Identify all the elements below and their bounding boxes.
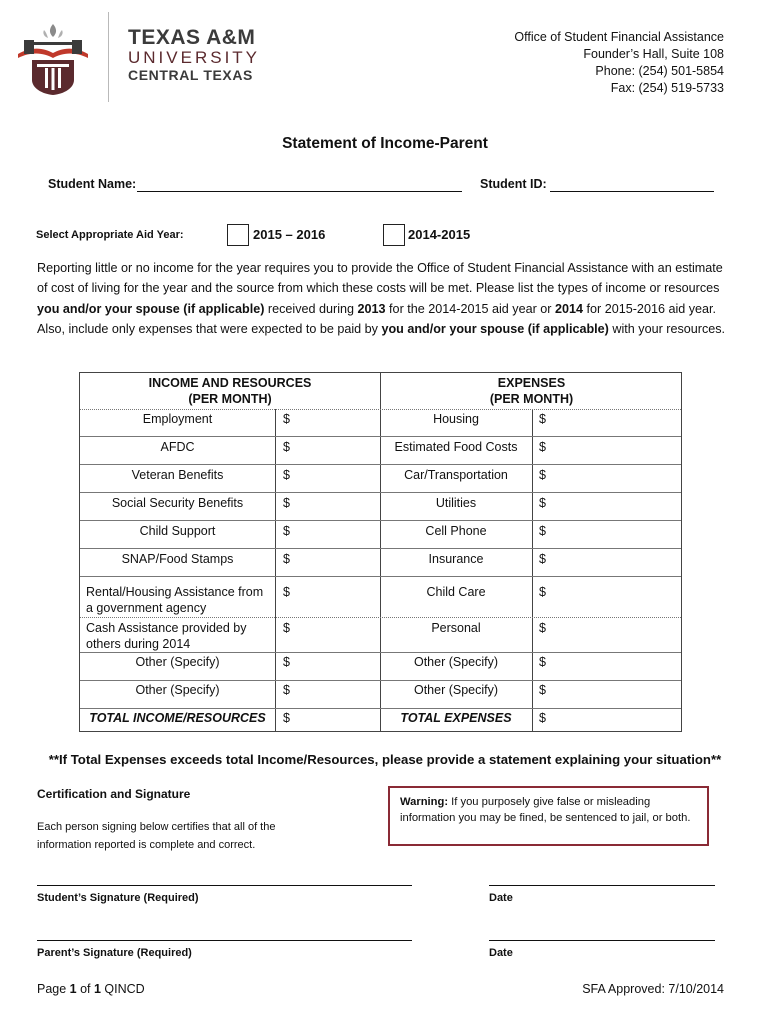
income-social-security-amount[interactable]: $ <box>283 496 290 510</box>
table-rule <box>80 548 681 549</box>
income-afdc-amount[interactable]: $ <box>283 440 290 454</box>
income-snap-label: SNAP/Food Stamps <box>121 552 234 566</box>
table-rule <box>80 617 681 618</box>
aid-year-2015-2016-checkbox[interactable] <box>227 224 249 246</box>
income-rental-amount[interactable]: $ <box>283 585 290 599</box>
income-employment-label: Employment <box>142 412 213 426</box>
expense-header: EXPENSES (PER MONTH) <box>489 376 574 406</box>
office-name: Office of Student Financial Assistance <box>514 30 724 44</box>
income-afdc-label: AFDC <box>160 440 195 454</box>
certification-heading: Certification and Signature <box>37 787 191 801</box>
income-veteran-label: Veteran Benefits <box>131 468 224 482</box>
income-other-1-amount[interactable]: $ <box>283 655 290 669</box>
income-snap-amount[interactable]: $ <box>283 552 290 566</box>
total-expenses-label: TOTAL EXPENSES <box>400 711 512 725</box>
expense-food-label: Estimated Food Costs <box>394 440 518 454</box>
aid-year-2014-2015-label: 2014-2015 <box>408 227 471 242</box>
total-expenses-amount[interactable]: $ <box>539 711 546 725</box>
income-cash-assistance-amount[interactable]: $ <box>283 621 290 635</box>
office-phone: Phone: (254) 501-5854 <box>595 64 724 78</box>
warning-box <box>388 786 709 846</box>
parent-date-label: Date <box>489 947 513 959</box>
expense-cell-phone-amount[interactable]: $ <box>539 524 546 538</box>
expense-personal-label: Personal <box>431 621 481 635</box>
logo-text-university: UNIVERSITY <box>128 48 261 67</box>
office-fax: Fax: (254) 519-5733 <box>610 81 724 95</box>
expense-child-care-amount[interactable]: $ <box>539 585 546 599</box>
approval-date: SFA Approved: 7/10/2014 <box>582 982 724 996</box>
table-rule <box>80 520 681 521</box>
table-rule <box>80 680 681 681</box>
student-signature-line[interactable] <box>37 885 412 886</box>
income-employment-amount[interactable]: $ <box>283 412 290 426</box>
expense-insurance-label: Insurance <box>428 552 484 566</box>
warning-label: Warning: <box>400 796 449 808</box>
expense-child-care-label: Child Care <box>426 585 486 599</box>
total-income-amount[interactable]: $ <box>283 711 290 725</box>
logo-divider <box>108 12 109 102</box>
aid-year-2015-2016-label: 2015 – 2016 <box>253 227 326 242</box>
table-rule <box>80 576 681 577</box>
student-date-line[interactable] <box>489 885 715 886</box>
income-other-2-amount[interactable]: $ <box>283 683 290 697</box>
logo-text-texas-am: TEXAS A&M <box>128 26 256 49</box>
parent-date-line[interactable] <box>489 940 715 941</box>
student-name-field[interactable] <box>137 178 462 192</box>
income-social-security-label: Social Security Benefits <box>111 496 244 510</box>
warning-text: If you purposely give false or misleading information you may be fined, be sentenced to jail, or both. <box>400 796 691 824</box>
expense-other-1-label: Other (Specify) <box>413 655 499 669</box>
table-rule <box>80 708 681 709</box>
expense-utilities-amount[interactable]: $ <box>539 496 546 510</box>
expense-housing-label: Housing <box>433 412 479 426</box>
table-rule <box>80 464 681 465</box>
table-rule <box>80 409 681 410</box>
office-address-block <box>514 29 724 97</box>
student-id-field[interactable] <box>550 178 714 192</box>
student-id-label: Student ID: <box>480 177 547 191</box>
student-signature-label: Student’s Signature (Required) <box>37 892 199 904</box>
income-child-support-label: Child Support <box>139 524 216 538</box>
table-rule <box>80 652 681 653</box>
parent-signature-line[interactable] <box>37 940 412 941</box>
expense-utilities-label: Utilities <box>435 496 477 510</box>
office-address: Founder’s Hall, Suite 108 <box>583 47 724 61</box>
student-date-label: Date <box>489 892 513 904</box>
aid-year-label: Select Appropriate Aid Year: <box>36 229 184 241</box>
table-divider <box>532 409 533 731</box>
income-rental-label: Rental/Housing Assistance from a government agency <box>86 585 264 615</box>
income-other-2-label: Other (Specify) <box>135 683 220 697</box>
instructions-paragraph: Reporting little or no income for the year requires you to provide the Office of Student Financial Assistance with an estimate of cost of living for the year and the source from which these costs will be met. Please list the types of income or resources you and/or your spouse (if applicable) received during 2013 for the 2014-2015 aid year or 2014 for 2015-2016 aid year. Also, include only expenses that were expected to be paid by you and/or your spouse (if applicable) with your resources. <box>37 261 726 336</box>
expense-transport-label: Car/Transportation <box>404 468 508 482</box>
income-veteran-amount[interactable]: $ <box>283 468 290 482</box>
expense-other-2-amount[interactable]: $ <box>539 683 546 697</box>
expenses-notice: **If Total Expenses exceeds total Income/Resources, please provide a statement explaining your situation** <box>48 752 722 767</box>
university-logo-icon <box>14 22 92 96</box>
table-rule <box>80 492 681 493</box>
income-cash-assistance-label: Cash Assistance provided by others during 2014 <box>86 621 247 651</box>
logo-text-central-texas: CENTRAL TEXAS <box>128 67 253 83</box>
expense-housing-amount[interactable]: $ <box>539 412 546 426</box>
expense-cell-phone-label: Cell Phone <box>425 524 487 538</box>
expense-other-1-amount[interactable]: $ <box>539 655 546 669</box>
expense-food-amount[interactable]: $ <box>539 440 546 454</box>
page-title: Statement of Income-Parent <box>282 135 488 152</box>
expense-other-2-label: Other (Specify) <box>413 683 499 697</box>
expense-transport-amount[interactable]: $ <box>539 468 546 482</box>
table-rule <box>80 436 681 437</box>
expense-insurance-amount[interactable]: $ <box>539 552 546 566</box>
parent-signature-label: Parent’s Signature (Required) <box>37 947 192 959</box>
table-divider <box>275 409 276 731</box>
page-number: Page 1 of 1 QINCD <box>37 982 145 996</box>
income-header: INCOME AND RESOURCES (PER MONTH) <box>148 376 312 406</box>
income-other-1-label: Other (Specify) <box>135 655 220 669</box>
income-child-support-amount[interactable]: $ <box>283 524 290 538</box>
student-name-label: Student Name: <box>48 177 137 191</box>
total-income-label: TOTAL INCOME/RESOURCES <box>89 711 266 725</box>
expense-personal-amount[interactable]: $ <box>539 621 546 635</box>
certification-text: Each person signing below certifies that all of the information reported is complete and correct. <box>37 821 276 851</box>
aid-year-2014-2015-checkbox[interactable] <box>383 224 405 246</box>
income-expense-table <box>79 372 682 732</box>
